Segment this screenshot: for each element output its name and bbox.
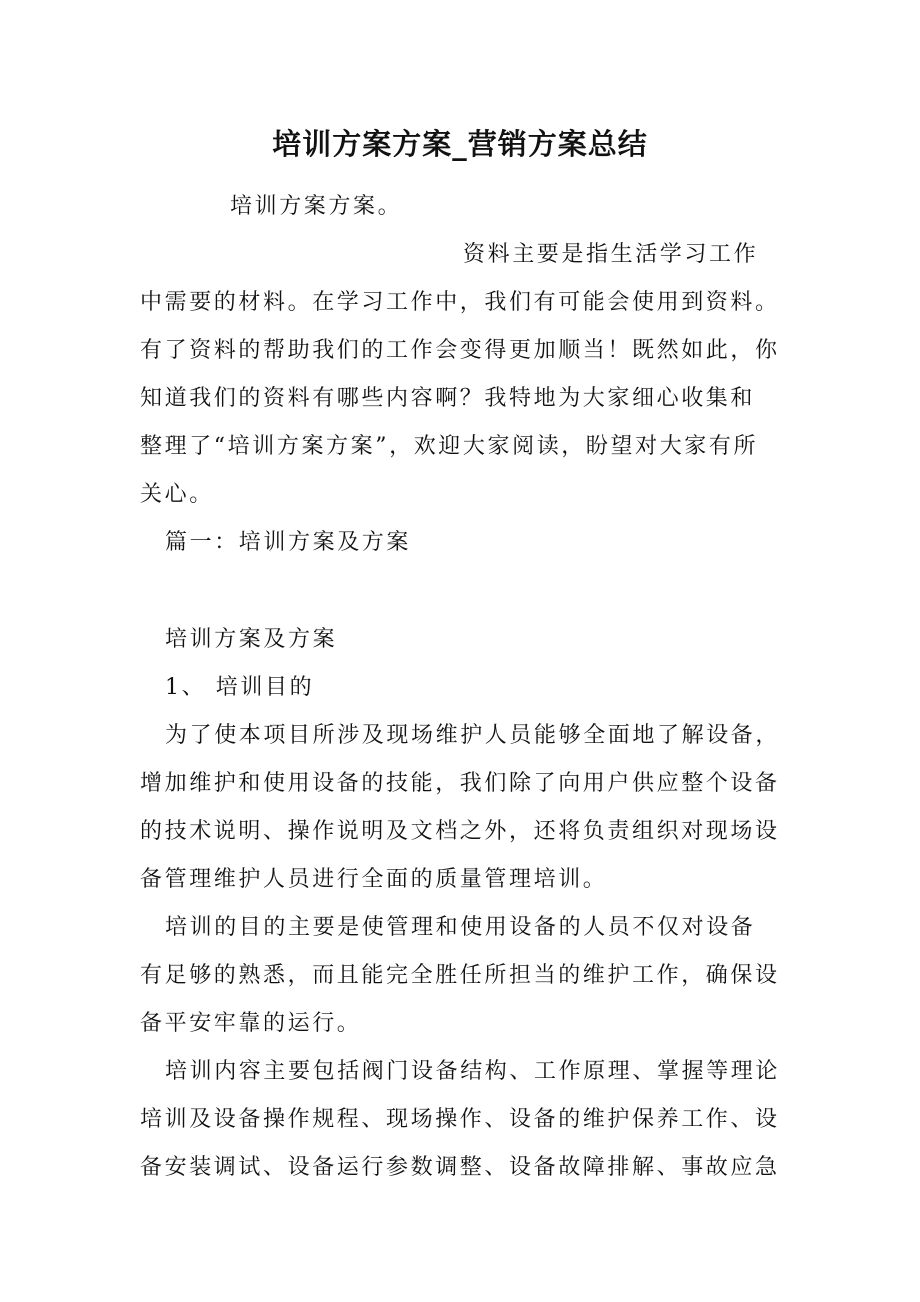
paragraph-line: 培训及设备操作规程、现场操作、设备的维护保养工作、设 [140,1107,780,1132]
section-heading: 篇一：培训方案及方案 [165,530,412,555]
document-title: 培训方案方案_营销方案总结 [272,127,648,161]
paragraph-line: 知道我们的资料有哪些内容啊？我特地为大家细心收集和 [140,386,756,411]
intro-line: 培训方案方案。 [230,194,403,219]
paragraph-line: 为了使本项目所涉及现场维护人员能够全面地了解设备， [165,723,781,748]
paragraph-line: 备平安牢靠的运行。 [140,1011,362,1036]
paragraph-line: 备安装调试、设备运行参数调整、设备故障排解、事故应急 [140,1155,780,1180]
numbered-heading: 1、 培训目的 [165,675,315,700]
paragraph-line: 中需要的材料。在学习工作中，我们有可能会使用到资料。 [140,290,780,315]
paragraph-line: 培训的目的主要是使管理和使用设备的人员不仅对设备 [165,915,756,940]
paragraph-line: 备管理维护人员进行全面的质量管理培训。 [140,867,608,892]
paragraph-line: 整理了“培训方案方案”，欢迎大家阅读，盼望对大家有所 [140,434,759,459]
paragraph-line: 有了资料的帮助我们的工作会变得更加顺当！既然如此，你 [140,338,780,363]
paragraph-line: 培训内容主要包括阀门设备结构、工作原理、掌握等理论 [165,1059,781,1084]
subsection-heading: 培训方案及方案 [165,627,338,652]
paragraph-line: 有足够的熟悉，而且能完全胜任所担当的维护工作，确保设 [140,963,780,988]
paragraph-line: 的技术说明、操作说明及文档之外，还将负责组织对现场设 [140,819,780,844]
paragraph-line: 关心。 [140,482,214,507]
paragraph-line: 增加维护和使用设备的技能，我们除了向用户供应整个设备 [140,771,780,796]
paragraph-line: 资料主要是指生活学习工作 [463,242,759,267]
